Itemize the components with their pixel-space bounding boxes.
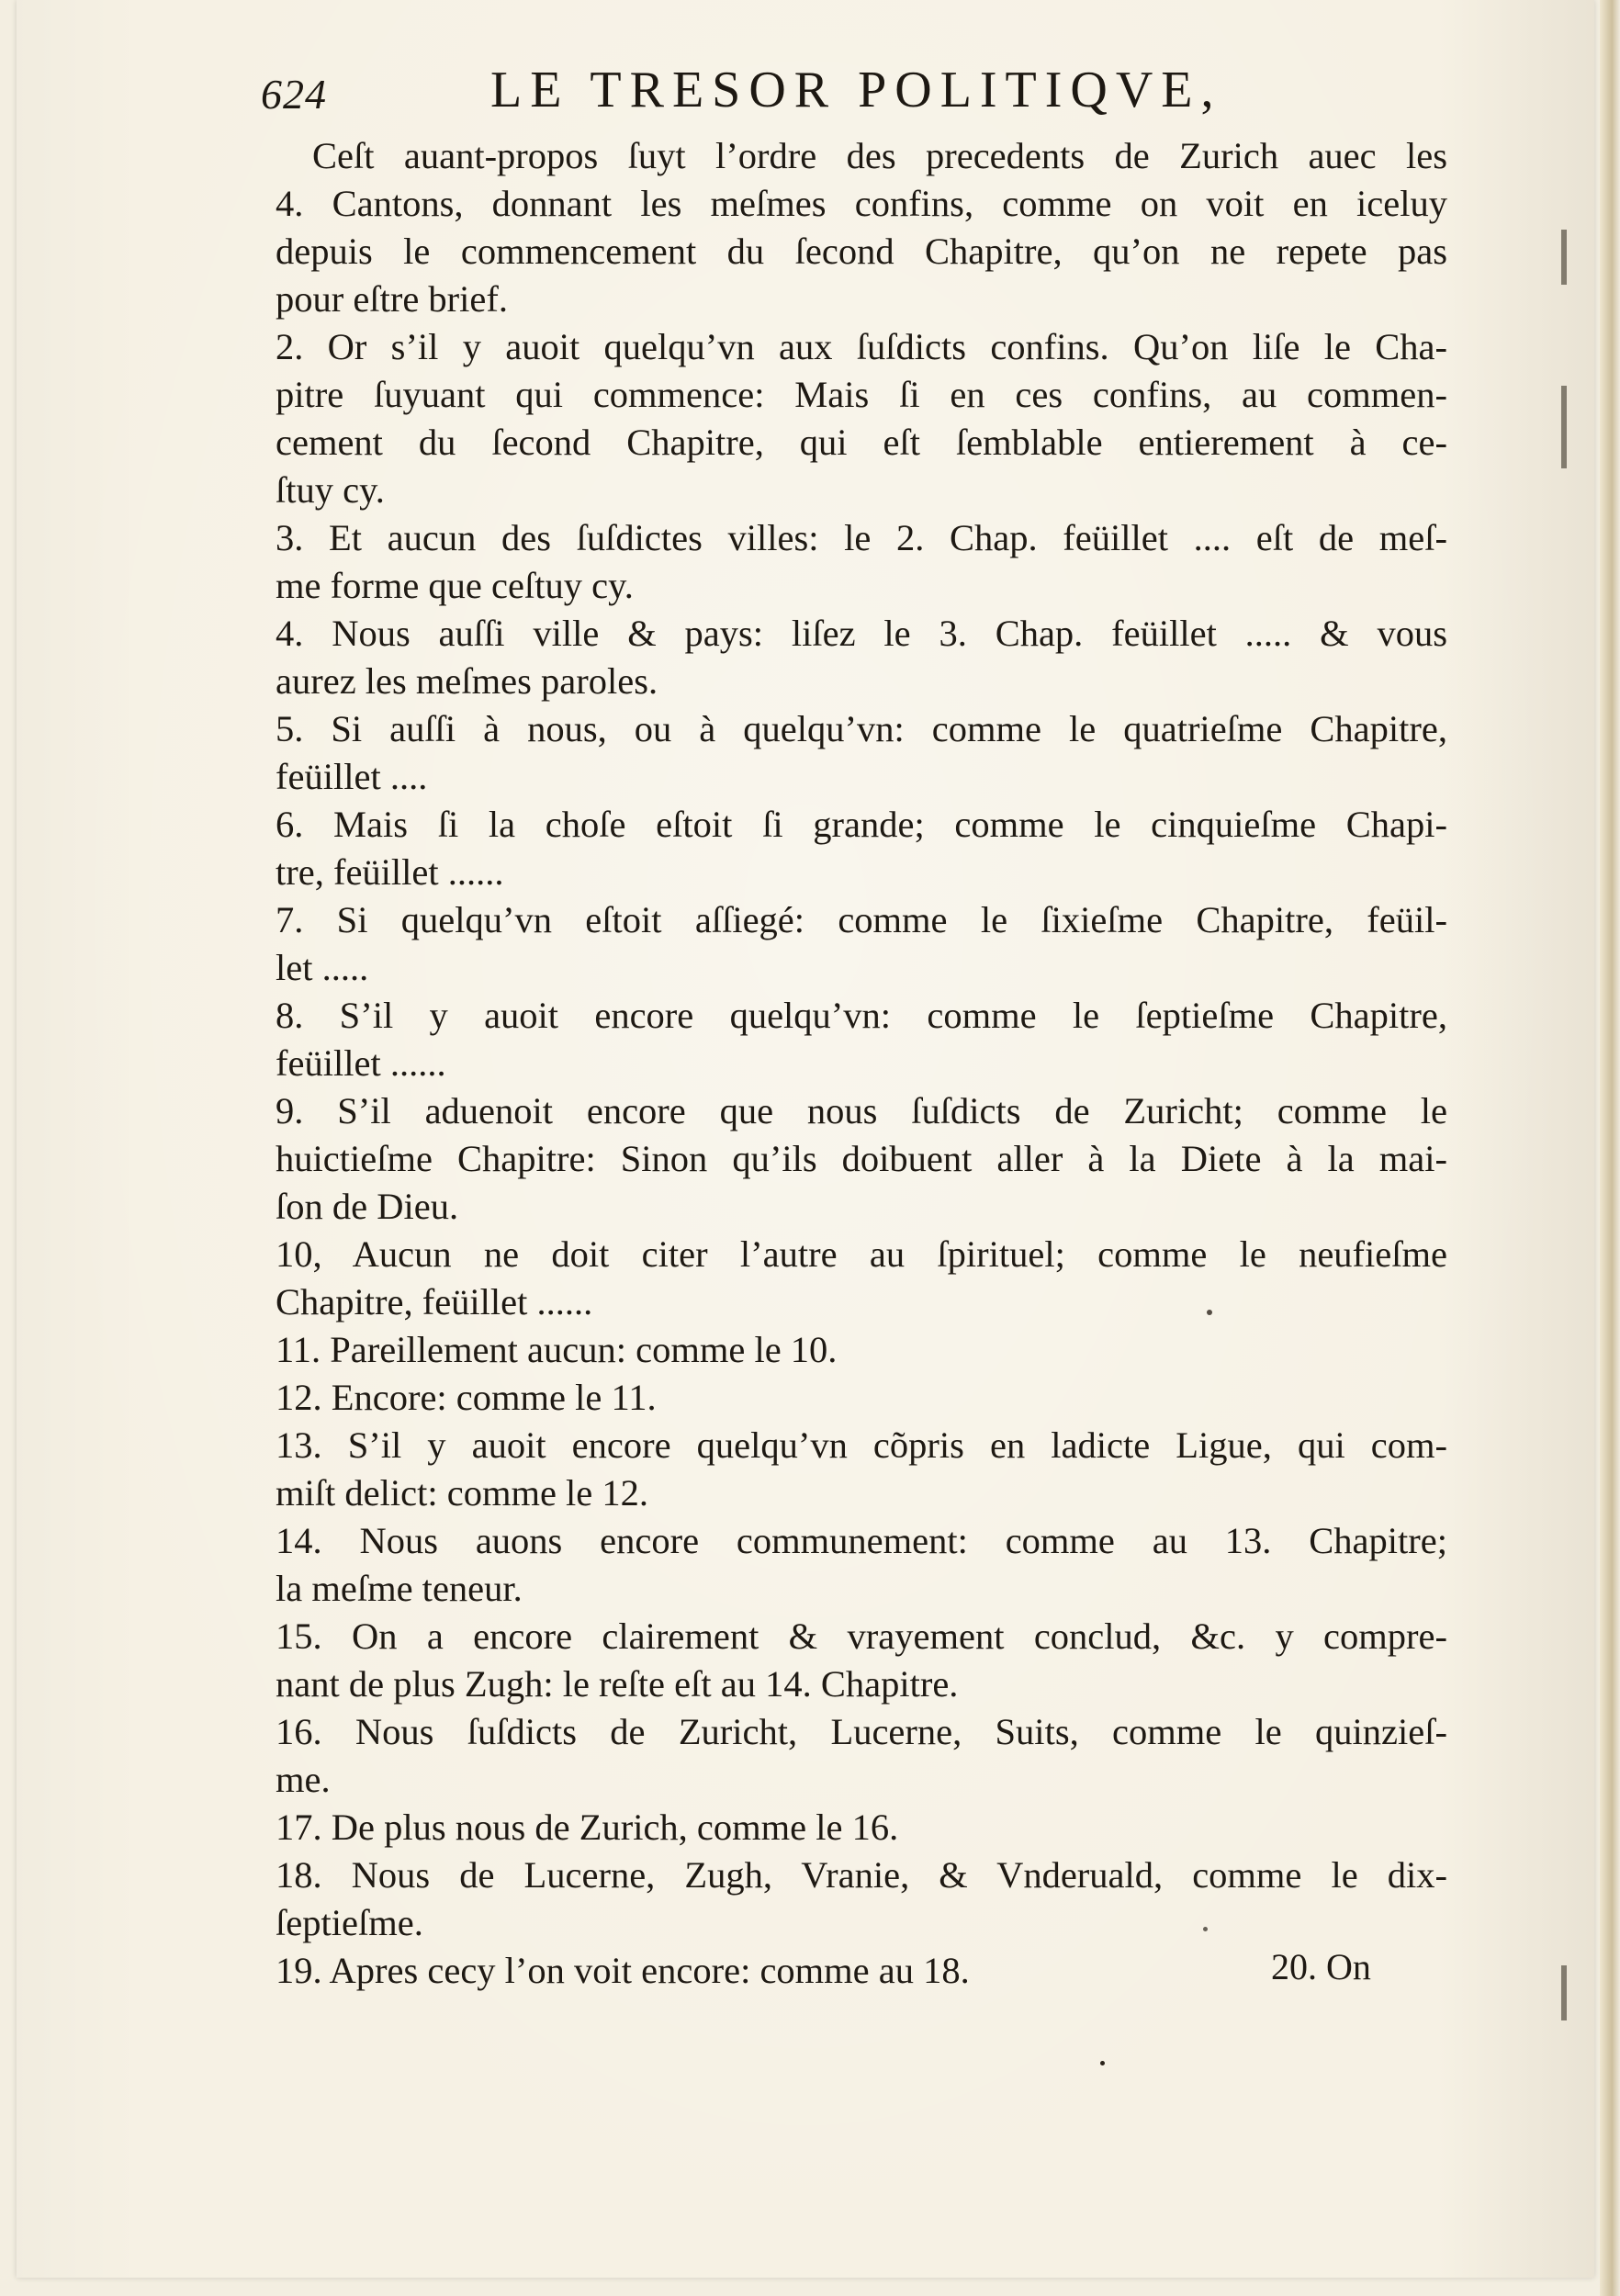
catchword: 20. On: [1271, 1946, 1371, 1987]
book-page: [17, 0, 1594, 2278]
text-line: aurez les meſmes paroles.: [276, 660, 658, 702]
text-line: 2. Or s’il y auoit quelqu’vn aux ſuſdicts confins. Qu’on liſe le Cha-: [276, 326, 1447, 367]
text-line: Chapitre, feüillet ......: [276, 1281, 593, 1322]
text-line: 8. S’il y auoit encore quelqu’vn: comme le ſeptieſme Chapitre,: [276, 995, 1447, 1036]
text-line: 4. Nous auſſi ville & pays: liſez le 3. Chap. feüillet ..... & vous: [276, 613, 1447, 654]
text-line: 17. De plus nous de Zurich, comme le 16.: [276, 1806, 899, 1848]
ink-speck: [1100, 2061, 1105, 2065]
ink-speck: [1207, 1310, 1212, 1315]
text-line: huictieſme Chapitre: Sinon qu’ils doibuent aller à la Diete à la mai-: [276, 1138, 1447, 1179]
text-line: 11. Pareillement aucun: comme le 10.: [276, 1329, 838, 1370]
edge-stain: [1561, 230, 1567, 285]
text-line: 9. S’il aduenoit encore que nous ſuſdicts de Zuricht; comme le: [276, 1090, 1447, 1131]
text-line: tre, feüillet ......: [276, 851, 504, 893]
text-line: 15. On a encore clairement & vrayement conclud, &c. y compre-: [276, 1615, 1447, 1657]
body-text: [276, 132, 1447, 1995]
text-line: pitre ſuyuant qui commence: Mais ſi en ces confins, au commen-: [276, 374, 1447, 415]
text-line: nant de plus Zugh: le reſte eſt au 14. Chapitre.: [276, 1663, 959, 1705]
text-line: 19. Apres cecy l’on voit encore: comme au 18.: [276, 1950, 970, 1991]
edge-stain: [1561, 1965, 1567, 2020]
text-line: depuis le commencement du ſecond Chapitre, qu’on ne repete pas: [276, 231, 1447, 272]
text-line: Ceſt auant-propos ſuyt l’ordre des precedents de Zurich auec les: [312, 135, 1447, 176]
page-header: [261, 57, 1289, 130]
text-line: feüillet ....: [276, 756, 428, 797]
text-line: me.: [276, 1759, 331, 1800]
text-line: 14. Nous auons encore communement: comme au 13. Chapitre;: [276, 1520, 1447, 1561]
text-line: ſon de Dieu.: [276, 1186, 459, 1227]
edge-stain: [1561, 386, 1567, 468]
text-line: ſeptieſme.: [276, 1902, 423, 1943]
text-line: la meſme teneur.: [276, 1568, 523, 1609]
text-line: pour eſtre brief.: [276, 278, 509, 320]
running-title: LE TRESOR POLITIQVE,: [490, 62, 1222, 118]
text-line: feüillet ......: [276, 1042, 446, 1084]
text-line: let .....: [276, 947, 369, 988]
text-line: ſtuy cy.: [276, 469, 385, 511]
text-line: 4. Cantons, donnant les meſmes confins, comme on voit en iceluy: [276, 183, 1447, 224]
text-line: miſt delict: comme le 12.: [276, 1472, 649, 1514]
ink-speck: [1203, 1927, 1208, 1931]
page-number: 624: [261, 71, 327, 118]
text-line: cement du ſecond Chapitre, qui eſt ſemblable entierement à ce-: [276, 422, 1447, 463]
text-line: 3. Et aucun des ſuſdictes villes: le 2. Chap. feüillet .... eſt de meſ-: [276, 517, 1447, 558]
text-line: 10, Aucun ne doit citer l’autre au ſpirituel; comme le neufieſme: [276, 1233, 1447, 1275]
page-edge: [1600, 0, 1620, 2296]
text-line: me forme que ceſtuy cy.: [276, 565, 634, 606]
text-line: 5. Si auſſi à nous, ou à quelqu’vn: comme le quatrieſme Chapitre,: [276, 708, 1447, 749]
text-line: 6. Mais ſi la choſe eſtoit ſi grande; comme le cinquieſme Chapi-: [276, 804, 1447, 845]
text-line: 12. Encore: comme le 11.: [276, 1377, 657, 1418]
text-line: 16. Nous ſuſdicts de Zuricht, Lucerne, Suits, comme le quinzieſ-: [276, 1711, 1447, 1752]
text-line: 7. Si quelqu’vn eſtoit aſſiegé: comme le ſixieſme Chapitre, feüil-: [276, 899, 1447, 940]
text-line: 13. S’il y auoit encore quelqu’vn cõpris en ladicte Ligue, qui com-: [276, 1424, 1447, 1466]
text-line: 18. Nous de Lucerne, Zugh, Vranie, & Vnderuald, comme le dix-: [276, 1854, 1447, 1896]
